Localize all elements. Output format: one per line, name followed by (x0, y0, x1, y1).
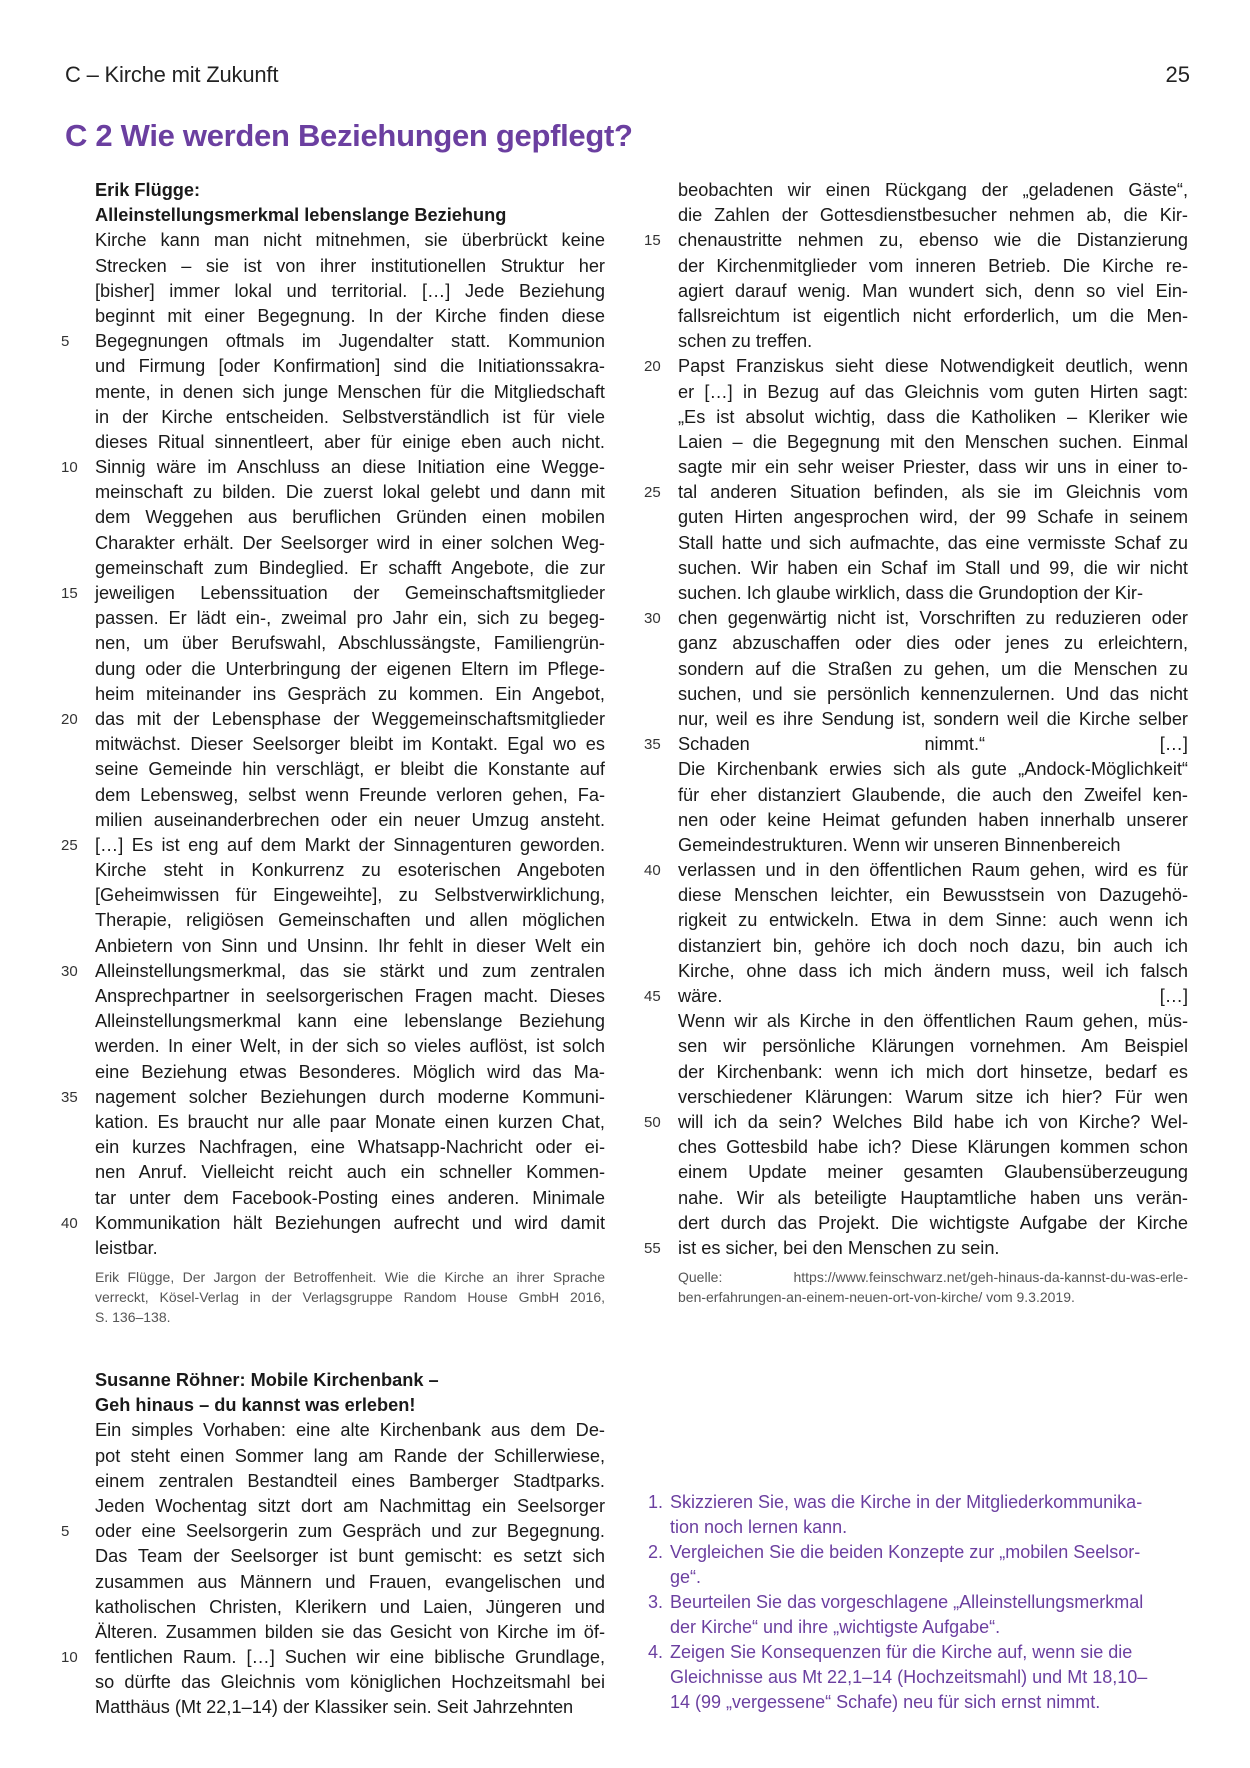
text-line (95, 631, 605, 656)
text-line (644, 606, 1188, 631)
text1-title: Alleinstellungsmerkmal lebenslange Beziehung (95, 205, 507, 226)
line-text: kation. Es braucht nur alle paar Monate einen kurzen Chat, (95, 1111, 605, 1132)
text-line (95, 757, 605, 782)
line-text: pot steht einen Sommer lang am Rande der Schillerwiese, (95, 1445, 605, 1466)
task-text: Vergleichen Sie die beiden Konzepte zur „mobilen Seelsor- (670, 1542, 1141, 1562)
text-line (95, 1236, 605, 1261)
text-line (61, 959, 605, 984)
text-line (95, 354, 605, 379)
line-text: suchen. Ich glaube wirklich, dass die Grundoption der Kir- (678, 583, 1144, 603)
line-number: 30 (61, 962, 78, 980)
line-text: fentlichen Raum. […] Suchen wir eine biblische Grundlage, (95, 1647, 605, 1668)
line-text: nen oder keine Heimat gefunden haben innerhalb unserer (678, 809, 1188, 830)
line-number: 5 (61, 333, 70, 351)
line-text: Ansprechpartner in seelsorgerischen Fragen macht. Dieses (95, 986, 605, 1006)
text-line (644, 354, 1188, 379)
running-head: C – Kirche mit Zukunft (65, 62, 279, 87)
task-text: Gleichnisse aus Mt 22,1–14 (Hochzeitsmahl) und Mt 18,10– (670, 1667, 1148, 1687)
line-text: Strecken – sie ist von ihrer institutionellen Struktur her (95, 255, 605, 276)
line-text: [bisher] immer lokal und territorial. […] Jede Beziehung (95, 280, 605, 301)
text-line (61, 581, 605, 606)
line-text: er […] in Bezug auf das Gleichnis vom guten Hirten sagt: (678, 381, 1188, 402)
text-line (95, 1544, 605, 1569)
text-line (678, 380, 1188, 405)
line-text: Matthäus (Mt 22,1–14) der Klassiker sein. Seit Jahrzehnten (95, 1697, 574, 1718)
text2-body-left (61, 1418, 605, 1720)
text-line (95, 430, 605, 455)
line-text: beginnt mit einer Begegnung. In der Kirche finden diese (95, 305, 605, 326)
line-text: der Kirchenbank: wenn ich mich dort hinsetze, bedarf es (678, 1061, 1188, 1082)
text-line (678, 908, 1188, 933)
line-text: agiert darauf wenig. Man wundert sich, denn so viel Ein- (678, 280, 1188, 301)
line-text: ches Gottesbild habe ich? Diese Klärungen kommen schon (678, 1137, 1188, 1158)
line-text: distanziert bin, gehöre ich doch noch dazu, bin auch ich (678, 935, 1188, 956)
line-text: Die Kirchenbank erwies sich als gute „Andock-Möglichkeit“ (678, 759, 1188, 780)
text1-author: Erik Flügge: (95, 180, 201, 200)
text-line (678, 1160, 1188, 1185)
text-line (644, 228, 1188, 253)
line-text: guten Hirten angesprochen wird, der 99 Schafe in seinem (678, 507, 1188, 528)
text-line (95, 908, 605, 933)
line-text: ist es sicher, bei den Menschen zu sein. (678, 1237, 1000, 1258)
task-text: Zeigen Sie Konsequenzen für die Kirche auf, wenn sie die (670, 1642, 1133, 1662)
line-number: 50 (644, 1113, 661, 1131)
line-text: Wenn wir als Kirche in den öffentlichen Raum gehen, müs- (678, 1011, 1188, 1032)
source-line: Quelle: https://www.feinschwarz.net/geh-hinaus-da-kannst-du-was-erle- (678, 1269, 1188, 1286)
task-item (648, 1540, 1188, 1590)
text-line (95, 1444, 605, 1469)
text-line (678, 505, 1188, 530)
text-line (678, 254, 1188, 279)
line-text: passen. Er lädt ein-, zweimal pro Jahr ein, sich zu begeg- (95, 608, 605, 629)
line-text: jeweiligen Lebenssituation der Gemeinschaftsmitglieder (95, 583, 605, 603)
line-text: in der Kirche entscheiden. Selbstverständlich ist für viele (95, 406, 605, 427)
line-text: milien auseinanderbrechen oder ein neuer Umzug ansteht. (95, 809, 605, 830)
line-number: 10 (61, 1649, 78, 1667)
line-number: 5 (61, 1523, 70, 1541)
text-line (95, 1060, 605, 1085)
line-text: verschiedener Klärungen: Warum sitze ich hier? Für wen (678, 1086, 1188, 1107)
line-text: sondern auf die Straßen zu gehen, um die Menschen zu (678, 658, 1188, 679)
line-text: das mit der Lebensphase der Weggemeinschaftsmitglieder (95, 708, 605, 729)
line-text: meinschaft zu bilden. Die zuerst lokal gelebt und dann mit (95, 482, 605, 503)
line-text: Schaden nimmt.“ […] (678, 734, 1188, 755)
text-line (95, 1034, 605, 1059)
line-text: Ein simples Vorhaben: eine alte Kirchenbank aus dem De- (95, 1420, 605, 1441)
text-line (61, 1645, 605, 1670)
text-line (678, 304, 1188, 329)
source-line: Erik Flügge, Der Jargon der Betroffenheit. Wie die Kirche an ihrer Sprache (95, 1269, 605, 1286)
text-line (95, 279, 605, 304)
text1-body (61, 228, 605, 1261)
text-line (95, 606, 605, 631)
line-text: Kirche kann man nicht mitnehmen, sie überbrückt keine (95, 230, 605, 251)
text-line (678, 279, 1188, 304)
text-line (95, 1469, 605, 1494)
line-text: nagement solcher Beziehungen durch moderne Kommuni- (95, 1086, 605, 1107)
task-list (648, 1490, 1188, 1715)
line-text: Laien – die Begegnung mit den Menschen suchen. Einmal (678, 431, 1188, 452)
text-line (95, 808, 605, 833)
text-line (678, 757, 1188, 782)
line-text: wäre. […] (678, 986, 1188, 1006)
text-line (678, 203, 1188, 228)
line-text: der Kirchenmitglieder vom inneren Betrieb. Die Kirche re- (678, 255, 1188, 276)
line-text: Begegnungen oftmals im Jugendalter statt. Kommunion (95, 331, 605, 352)
line-text: nur, weil es ihre Sendung ist, sondern weil die Kirche selber (678, 708, 1188, 729)
text-line (95, 657, 605, 682)
text-line (95, 858, 605, 883)
line-text: einem Update meiner gesamten Glaubensüberzeugung (678, 1162, 1188, 1183)
text-line (678, 455, 1188, 480)
line-text: heim miteinander ins Gespräch zu kommen. Ein Angebot, (95, 683, 605, 704)
text-line (95, 1186, 605, 1211)
text-line (678, 934, 1188, 959)
section-title: C 2 Wie werden Beziehungen gepflegt? (65, 118, 633, 153)
text-line (61, 1211, 605, 1236)
line-number: 35 (61, 1088, 78, 1106)
line-text: rigkeit zu entwickeln. Etwa in dem Sinne: auch wenn ich (678, 910, 1188, 931)
text-line (644, 1110, 1188, 1135)
text-line (61, 1085, 605, 1110)
line-text: ganz abzuschaffen oder dies oder jenes zu erleichtern, (678, 633, 1188, 654)
text-line (644, 732, 1188, 757)
line-text: Gemeindestrukturen. Wenn wir unseren Binnenbereich (678, 834, 1121, 855)
text-line (678, 1060, 1188, 1085)
text-line (95, 254, 605, 279)
line-number: 30 (644, 610, 661, 628)
line-number: 55 (644, 1239, 661, 1257)
line-text: oder eine Seelsorgerin zum Gespräch und zur Begegnung. (95, 1521, 605, 1542)
line-text: ein kurzes Nachfragen, eine Whatsapp-Nachricht oder ei- (95, 1137, 605, 1158)
text-line (644, 480, 1188, 505)
text-line (95, 405, 605, 430)
source-line: verreckt, Kösel-Verlag in der Verlagsgruppe Random House GmbH 2016, (95, 1289, 605, 1306)
text-line (678, 556, 1188, 581)
line-text: tal anderen Situation befinden, als sie im Gleichnis vom (678, 482, 1188, 503)
line-number: 10 (61, 459, 78, 477)
line-text: diese Menschen leichter, ein Bewusstsein von Dazugehö- (678, 885, 1188, 906)
text-line (678, 959, 1188, 984)
line-number: 25 (644, 484, 661, 502)
task-item (648, 1490, 1188, 1540)
line-text: Stall hatte und sich aufmachte, das eine vermisste Schaf zu (678, 532, 1188, 553)
line-text: suchen. Wir haben ein Schaf im Stall und 99, die wir nicht (678, 557, 1188, 578)
text-line (95, 1695, 605, 1720)
line-text: eine Beziehung etwas Besonderes. Möglich wird das Ma- (95, 1061, 605, 1082)
text-line (95, 1418, 605, 1443)
text-line (644, 984, 1188, 1009)
text-line (678, 531, 1188, 556)
text-line (678, 405, 1188, 430)
text-line (95, 984, 605, 1009)
line-text: dem Lebensweg, selbst wenn Freunde verloren gehen, Fa- (95, 784, 605, 805)
line-text: dert durch das Projekt. Die wichtigste Aufgabe der Kirche (678, 1212, 1188, 1233)
text-line (678, 883, 1188, 908)
text-line (95, 1570, 605, 1595)
line-text: dem Weggehen aus beruflichen Gründen einen mobilen (95, 507, 605, 528)
line-number: 35 (644, 736, 661, 754)
line-text: chen gegenwärtig nicht ist, Vorschriften zu reduzieren oder (678, 608, 1188, 629)
text2-column-right (644, 178, 1188, 1307)
task-item (648, 1640, 1188, 1715)
text-line (678, 783, 1188, 808)
text2-title: Geh hinaus – du kannst was erleben! (95, 1395, 416, 1416)
line-text: Papst Franziskus sieht diese Notwendigkeit deutlich, wenn (678, 356, 1188, 377)
task-text: Skizzieren Sie, was die Kirche in der Mitgliederkommunika- (670, 1492, 1143, 1512)
source-line: ben-erfahrungen-an-einem-neuen-ort-von-kirche/ vom 9.3.2019. (678, 1289, 1075, 1306)
text-line (678, 808, 1188, 833)
line-text: die Zahlen der Gottesdienstbesucher nehmen ab, die Kir- (678, 205, 1188, 226)
line-text: sen wir persönliche Klärungen vornehmen. Am Beispiel (678, 1036, 1188, 1057)
text2-source (678, 1267, 1188, 1307)
line-text: beobachten wir einen Rückgang der „geladenen Gäste“, (678, 180, 1188, 200)
text-line (95, 1135, 605, 1160)
line-text: nahe. Wir als beteiligte Hauptamtliche haben uns verän- (678, 1187, 1188, 1208)
line-text: nen Anruf. Vielleicht reicht auch ein schneller Kommen- (95, 1162, 605, 1183)
line-text: Anbietern von Sinn und Unsinn. Ihr fehlt in dieser Welt ein (95, 935, 605, 956)
text-line (61, 833, 605, 858)
text-line (95, 732, 605, 757)
line-text: katholischen Christen, Klerikern und Laien, Jüngeren und (95, 1596, 605, 1617)
line-text: seine Gemeinde hin verschlägt, er bleibt die Konstante auf (95, 759, 605, 780)
task-text: tion noch lernen kann. (670, 1517, 848, 1537)
text-line (61, 1519, 605, 1544)
text-line (678, 833, 1188, 858)
line-text: fallsreichtum ist eigentlich nicht erforderlich, um die Men- (678, 305, 1188, 326)
line-number: 15 (644, 232, 661, 250)
text-line (678, 657, 1188, 682)
line-text: Kirche, ohne dass ich mich ändern muss, weil ich falsch (678, 960, 1188, 981)
task-text: Beurteilen Sie das vorgeschlagene „Alleinstellungsmerkmal (670, 1592, 1144, 1612)
line-text: mitwächst. Dieser Seelsorger bleibt im Kontakt. Egal wo es (95, 734, 605, 755)
text-line (95, 934, 605, 959)
line-text: verlassen und in den öffentlichen Raum gehen, wird es für (678, 860, 1188, 881)
line-number: 20 (61, 710, 78, 728)
text-line (95, 304, 605, 329)
text-line (644, 1236, 1188, 1261)
text-line (678, 329, 1188, 354)
text-line (95, 1160, 605, 1185)
line-text: werden. In einer Welt, in der sich so vieles auflöst, ist solch (95, 1036, 605, 1057)
text-line (95, 380, 605, 405)
line-text: schen zu treffen. (678, 331, 813, 352)
text-line (61, 707, 605, 732)
line-number: 45 (644, 988, 661, 1005)
text2-author: Susanne Röhner: Mobile Kirchenbank – (95, 1370, 439, 1390)
text-line (678, 1211, 1188, 1236)
line-text: tar unter dem Facebook-Posting eines anderen. Minimale (95, 1187, 605, 1208)
task-text: der Kirche“ und ihre „wichtigste Aufgabe“. (670, 1617, 1001, 1637)
text1-column (61, 178, 605, 1327)
line-number: 15 (61, 585, 78, 602)
text-line (678, 1186, 1188, 1211)
text-line (678, 707, 1188, 732)
line-text: nen, um über Berufswahl, Abschlussängste, Familiengrün- (95, 633, 605, 654)
text-line (95, 1009, 605, 1034)
task-text: 14 (99 „vergessene“ Schafe) neu für sich ernst nimmt. (670, 1692, 1101, 1712)
text-line (678, 581, 1188, 606)
line-text: dieses Ritual sinnentleert, aber für einige eben auch nicht. (95, 431, 605, 452)
line-text: Kirche steht in Konkurrenz zu esoterischen Angeboten (95, 860, 605, 881)
line-text: Charakter erhält. Der Seelsorger wird in einer solchen Weg- (95, 532, 605, 553)
text-line (95, 883, 605, 908)
task-number: 1. (648, 1492, 664, 1512)
text-line (678, 682, 1188, 707)
text-line (678, 430, 1188, 455)
text-line (61, 455, 605, 480)
line-text: so dürfte das Gleichnis vom königlichen Hochzeitsmahl bei (95, 1672, 605, 1693)
line-text: leistbar. (95, 1237, 158, 1258)
page-number: 25 (1165, 62, 1190, 87)
text-line (95, 1670, 605, 1695)
line-text: Sinnig wäre im Anschluss an diese Initiation eine Wegge- (95, 457, 605, 478)
line-text: sagte mir ein sehr weiser Priester, dass wir uns in einer to- (678, 457, 1188, 478)
line-text: chenaustritte nehmen zu, ebenso wie die Distanzierung (678, 230, 1188, 251)
line-number: 40 (644, 862, 661, 880)
task-number: 3. (648, 1592, 664, 1612)
source-line: S. 136–138. (95, 1309, 171, 1326)
line-text: und Firmung [oder Konfirmation] sind die Initiationssakra- (95, 356, 605, 377)
line-text: suchen, und sie persönlich kennenzulernen. Und das nicht (678, 683, 1188, 704)
text-line (95, 1110, 605, 1135)
text2-column-left (61, 1368, 605, 1721)
text-line (95, 505, 605, 530)
line-text: […] Es ist eng auf dem Markt der Sinnagenturen geworden. (95, 834, 605, 855)
line-text: Das Team der Seelsorger ist bunt gemischt: es setzt sich (95, 1546, 605, 1567)
text-line (61, 329, 605, 354)
text-line (678, 631, 1188, 656)
task-number: 2. (648, 1542, 664, 1562)
line-number: 40 (61, 1214, 78, 1232)
text-line (95, 531, 605, 556)
line-text: mente, in denen sich junge Menschen für die Mitgliedschaft (95, 381, 605, 402)
text-line (95, 783, 605, 808)
line-text: Therapie, religiösen Gemeinschaften und allen möglichen (95, 910, 605, 931)
text-line (678, 178, 1188, 203)
line-number: 25 (61, 836, 78, 854)
text-line (95, 1620, 605, 1645)
task-text: ge“. (670, 1567, 702, 1587)
line-text: Alleinstellungsmerkmal, das sie stärkt und zum zentralen (95, 960, 605, 981)
line-text: will ich da sein? Welches Bild habe ich von Kirche? Wel- (678, 1111, 1188, 1132)
line-text: einem zentralen Bestandteil eines Bamberger Stadtparks. (95, 1470, 605, 1491)
text-line (678, 1135, 1188, 1160)
text-line (644, 858, 1188, 883)
line-text: Alleinstellungsmerkmal kann eine lebenslange Beziehung (95, 1011, 605, 1032)
text-line (678, 1085, 1188, 1110)
text-line (95, 682, 605, 707)
line-text: für eher distanziert Glaubende, die auch den Zweifel ken- (678, 784, 1188, 805)
line-text: zusammen aus Männern und Frauen, evangelischen und (95, 1571, 605, 1592)
text2-body-right (644, 178, 1188, 1261)
line-text: Jeden Wochentag sitzt dort am Nachmittag ein Seelsorger (95, 1495, 605, 1516)
line-text: dung oder die Unterbringung der eigenen Eltern im Pflege- (95, 658, 605, 679)
text-line (95, 228, 605, 253)
line-text: gemeinschaft zum Bindeglied. Er schafft Angebote, die zur (95, 557, 605, 578)
line-text: Älteren. Zusammen bilden sie das Gesicht von Kirche im öf- (95, 1621, 605, 1642)
text-line (95, 556, 605, 581)
line-text: Kommunikation hält Beziehungen aufrecht und wird damit (95, 1212, 605, 1233)
text-line (95, 480, 605, 505)
line-number: 20 (644, 358, 661, 376)
text-line (95, 1595, 605, 1620)
text-line (678, 1034, 1188, 1059)
text1-source (95, 1267, 605, 1327)
task-number: 4. (648, 1642, 664, 1662)
line-text: „Es ist absolut wichtig, dass die Katholiken – Kleriker wie (678, 406, 1188, 427)
text-line (95, 1494, 605, 1519)
line-text: [Geheimwissen für Eingeweihte], zu Selbstverwirklichung, (95, 885, 605, 906)
task-item (648, 1590, 1188, 1640)
text-line (678, 1009, 1188, 1034)
